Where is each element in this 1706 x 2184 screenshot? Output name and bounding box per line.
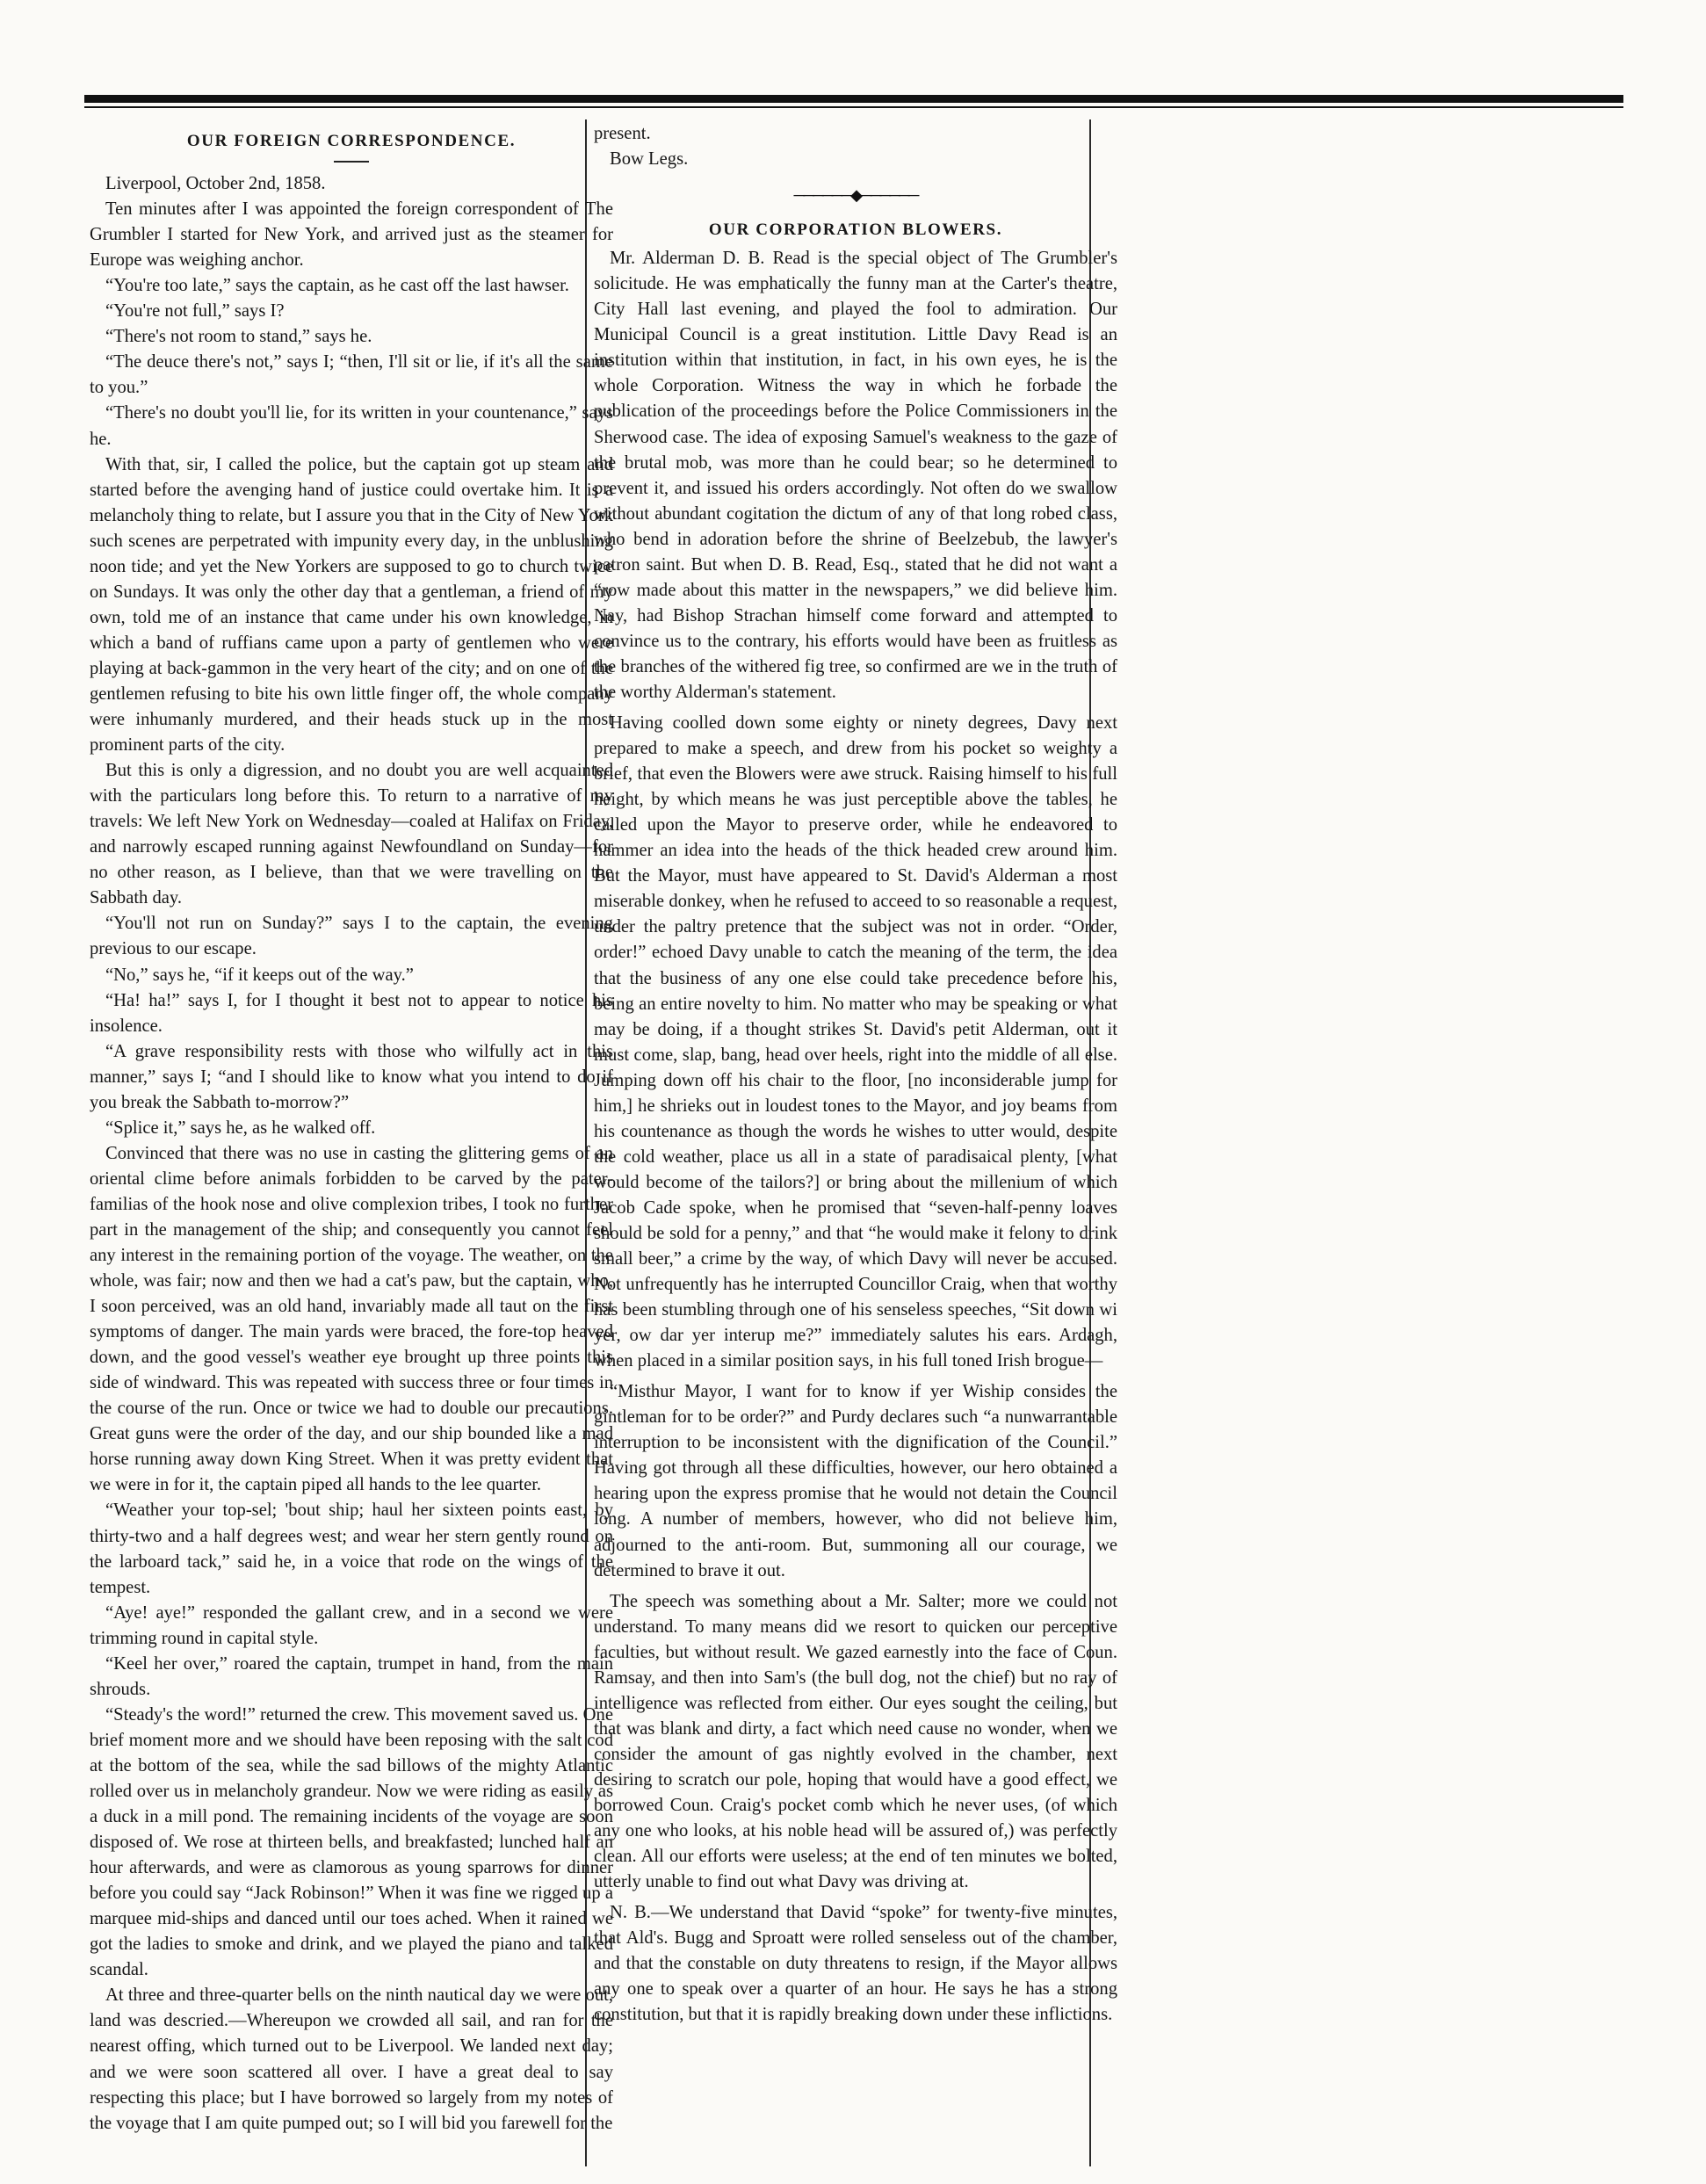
column-2 [594,121,1117,2159]
top-rule-thick [84,95,1623,103]
paragraph: At three and three-quarter bells on the ninth nautical day we were out, land was descried.—Whereupon we crowded all sail, and ran for the nearest offing, which turned out to be Liverpool. We landed next day; and we were soon scattered all over. I have a great deal to say respecting this place; but I have borrowed so largely from my notes of the voyage that I am quite pumped out; so I will bid you farewell for the [90,1985,613,2133]
paragraph: “Weather your top-sel; 'bout ship; haul her sixteen points east, by thirty-two and a half degrees west; and wear her stern gently round on the larboard tack,” said he, in a voice that rode on the wings of the tempest. [90,1501,613,1597]
paragraph: “Steady's the word!” returned the crew. This movement saved us. One brief moment more and we should have been reposing with the salt cod at the bottom of the sea, while the sad billows of the mighty Atlantic rolled over us in melancholy grandeur. Now we were riding as easily as a duck in a mill pond. The remaining incidents of the voyage are soon disposed of. We rose at thirteen bells, and breakfasted; lunched half an hour afterwards, and were as clamorous as young sparrows for dinner before you could say “Jack Robinson!” When it was fine we rigged up a marquee mid-ships and danced until our toes ached. When it rained we got the ladies to smoke and drink, and we played the piano and talked scandal. [90,1704,613,1980]
paragraph: Mr. Alderman D. B. Read is the special object of The Grumbler's solicitude. He was emphatically the funny man at the Carter's theatre, City Hall last evening, and played the fool to admiration. Our Municipal Council is a great institution. Little Davy Read is an institution within that institution, in fact, in his own eyes, he is the whole Corporation. Witness the way in which he forbade the publication of the proceedings before the Police Commissioners in the Sherwood case. The idea of exposing Samuel's weakness to the gaze of the brutal mob, was more than he could bear; so he determined to prevent it, and issued his orders accordingly. Not often do we swallow without abundant cogitation the dictum of any of that long robed class, who bend in adoration before the shrine of Beelzebub, the lawyer's patron saint. But when D. B. Read, Esq., stated that he did not want a “row made about this matter in the newspapers,” we did believe him. Nay, had Bishop Strachan himself come forward and attempted to convince us to the contrary, his efforts would have been as fruitless as the branches of the withered fig tree, so confirmed are we in the truth of the worthy Alderman's statement. [594,249,1117,702]
paragraph: “Misthur Mayor, I want for to know if yer Wiship consides the gintleman for to be order?” and Purdy declares such “a nunwarrantable interruption to be inconsistent with the dignification of the Council.” Having got through all these difficulties, however, our hero obtained a hearing upon the express promise that he would not detain the Council long. A number of members, however, who did not believe him, adjourned to the anti-room. But, summoning all our courage, we determined to brave it out. [594,1382,1117,1580]
column-3 [1098,121,1622,2159]
paragraph: N. B.—We understand that David “spoke” for twenty-five minutes, that Ald's. Bugg and Sproatt were rolled senseless out of the chamber, and that the constable on duty threatens to resign, if the Mayor allows any one to speak over a quarter of an hour. He says he has a strong constitution, but that it is rapidly breaking down under these inflictions. [594,1903,1117,2025]
paragraph: “You're too late,” says the captain, as he cast off the last hawser. [105,276,569,296]
column-1 [90,121,613,2159]
paragraph: The speech was something about a Mr. Salter; more we could not understand. To many means did we resort to quicken our perceptive faculties, but without result. We gazed earnestly into the face of Coun. Ramsay, and then into Sam's (the bull dog, not the chief) but no ray of intelligence was reflected from either. Our eyes sought the ceiling, but that was blank and dirty, a fact which need cause no wonder, when we consider the amount of gas nightly evolved in the chamber, next desiring to scratch our pole, hoping that would have a good effect, we borrowed Coun. Craig's pocket comb which he never uses, (of which any one who looks, at his noble head will be assured of,) was perfectly clean. All our efforts were useless; at the end of ten minutes we bolted, utterly unable to find out what Davy was driving at. [594,1591,1117,1892]
paragraph: “You'll not run on Sunday?” says I to the captain, the evening previous to our escape. [90,914,613,959]
paragraph: “The deuce there's not,” says I; “then, I'll sit or lie, if it's all the same to you.” [90,352,613,398]
top-rule-thin [84,106,1623,108]
paragraph: “There's no doubt you'll lie, for its written in your countenance,” says he. [90,403,613,449]
paragraph: present. [594,124,651,143]
paragraph: “There's not room to stand,” says he. [105,327,372,347]
article-title-corporation-blowers: OUR CORPORATION BLOWERS. [708,221,1003,240]
paragraph: Having coolled down some eighty or ninety degrees, Davy next prepared to make a speech, and drew from his pocket so weighty a brief, that even the Blowers were awe struck. Raising himself to his full height, by which means he was just perceptible above the tables, he called upon the Mayor to preserve order, while he endeavored to hammer an idea into the heads of the thick headed crew around him. But the Mayor, must have appeared to St. David's Alderman a most miserable donkey, when he refused to acceed to so reasonable a request, under the paltry pretence that the subject was not in order. “Order, order!” echoed Davy unable to catch the meaning of the term, the idea that the business of any one else could take precedence before his, being an entire novelty to him. No matter who may be speaking or what may be doing, if a thought strikes St. David's petit Alderman, out it must come, slap, bang, head over heels, right into the middle of all else. Jumping down off his chair to the floor, [no inconsiderable jump for him,] he shrieks out in loudest tones to the Mayor, and joy beams from his countenance as though the words he wishes to utter would, despite the cold weather, place us all in a state of paradisaical plenty, [what would become of the tailors?] or bring about the millenium of which Jacob Cade spoke, when he promised that “seven-half-penny loaves should be sold for a penny,” and that “he would make it felony to drink small beer,” a crime by the way, of which Davy will never be accused. Not unfrequently has he interrupted Councillor Craig, when that worthy has been stumbling through one of his senseless speeches, “Sit down wi yer, ow dar yer interup me?” immediately salutes his ears. Ardagh, when placed in a similar position says, in his full toned Irish brogue— [594,713,1117,1371]
paragraph: “Ha! ha!” says I, for I thought it best not to appear to notice his insolence. [90,990,613,1036]
title-underline [334,161,369,163]
paragraph: Convinced that there was no use in casting the glittering gems of an oriental clime before animals forbidden to be carved by the pater-familias of the hook nose and olive complexion tribes, I took no further part in the management of the ship; and consequently you cannot feel any interest in the remaining portion of the voyage. The weather, on the whole, was fair; now and then we had a cat's paw, but the captain, who, I soon perceived, was an old hand, invariably made all taut on the first symptoms of danger. The main yards were braced, the fore-top heaved down, and the good vessel's weather eye brought up three points this side of windward. This was repeated with success three or four times in the course of the run. Once or twice we had to double our precautions. Great guns were the order of the day, and our ship bounded like a mad horse running away down King Street. When it was pretty evident that we were in for it, the captain piped all hands to the lee quarter. [90,1143,613,1495]
paragraph: “No,” says he, “if it keeps out of the way.” [105,965,414,985]
paragraph: But this is only a digression, and no doubt you are well acquainted with the particulars long before this. To return to a narrative of my travels: We left New York on Wednesday—coaled at Halifax on Friday, and narrowly escaped running against Newfoundland on Sunday—for no other reason, as I believe, than that we were travelling on the Sabbath day. [90,761,613,908]
section-divider-ornament: ──────◆────── [793,186,918,205]
paragraph: “Splice it,” says he, as he walked off. [105,1117,376,1138]
paragraph: “Keel her over,” roared the captain, trumpet in hand, from the main shrouds. [90,1653,613,1699]
article-title-foreign-correspondence: OUR FOREIGN CORRESPONDENCE. [186,132,517,150]
paragraph: Ten minutes after I was appointed the foreign correspondent of The Grumbler I started for New York, and arrived just as the steamer for Europe was weighing anchor. [90,199,613,271]
paragraph: With that, sir, I called the police, but the captain got up steam and started before the avenging hand of justice could overtake him. It is a melancholy thing to relate, but I assure you that in the City of New York such scenes are perpetrated with impunity every day, in the unblushing noon tide; and yet the New Yorkers are supposed to go to church twice on Sundays. It was only the other day that a gentleman, a friend of my own, told me of an instance that came under his own knowledge, in which a band of ruffians came upon a party of gentlemen who were playing at back-gammon in the very heart of the city; and on one of the gentlemen refusing to bite his own little finger off, the whole company were inhumanly murdered, and their heads stuck up in the most prominent parts of the city. [90,454,613,756]
paragraph: “A grave responsibility rests with those who wilfully act in this manner,” says I; “and I should like to know what you intend to do if you break the Sabbath to-morrow?” [90,1041,613,1112]
dateline: Liverpool, October 2nd, 1858. [105,174,326,194]
signature: Bow Legs. [610,149,689,170]
paragraph: “Aye! aye!” responded the gallant crew, and in a second we were trimming round in capital style. [90,1602,613,1648]
paragraph: “You're not full,” says I? [105,301,285,322]
